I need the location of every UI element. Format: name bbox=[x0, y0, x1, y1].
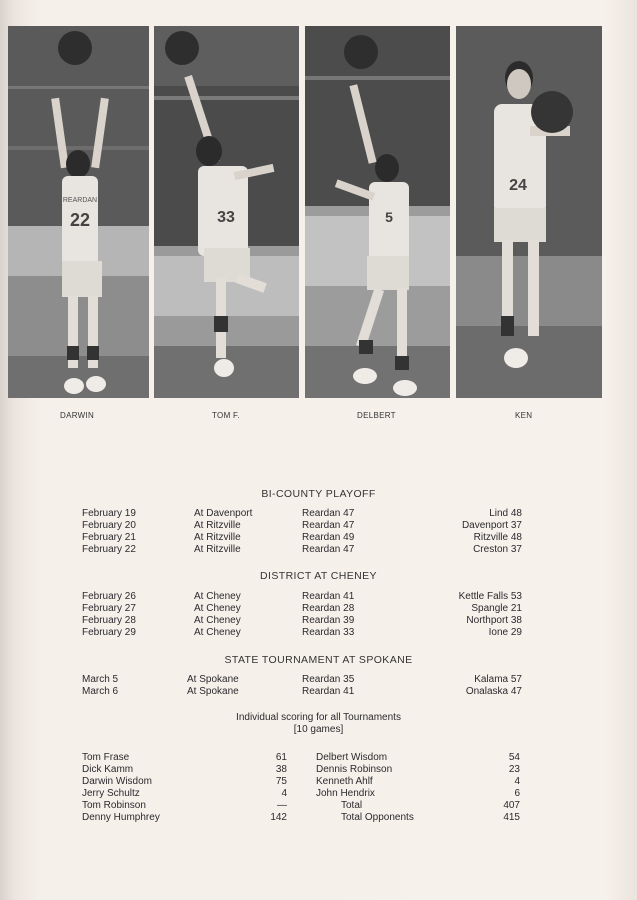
scoring-heading: Individual scoring for all Tournaments bbox=[236, 712, 401, 723]
scoring-row: Jerry Schultz 4 John Hendrix 6 bbox=[82, 788, 520, 799]
player-photo-ken bbox=[456, 26, 602, 398]
jersey-number: 22 bbox=[69, 210, 91, 230]
jersey-text: REARDAN bbox=[62, 197, 98, 204]
player-photo-delbert bbox=[305, 26, 450, 398]
game-row: February 28 At Cheney Reardan 39 Northport 38 bbox=[82, 615, 522, 626]
scoring-row: Darwin Wisdom 75 Kenneth Ahlf 4 bbox=[82, 776, 520, 787]
scoring-row: Tom Frase 61 Delbert Wisdom 54 bbox=[82, 752, 520, 763]
section-title: STATE TOURNAMENT AT SPOKANE bbox=[224, 654, 413, 666]
photo-caption: TOM F. bbox=[212, 411, 240, 420]
photo-caption: DARWIN bbox=[60, 411, 95, 420]
jersey-number: 33 bbox=[217, 209, 235, 226]
game-row: February 27 At Cheney Reardan 28 Spangle 21 bbox=[82, 603, 522, 614]
game-row: February 21 At Ritzville Reardan 49 Ritzville 48 bbox=[82, 532, 522, 543]
jersey-number: 24 bbox=[509, 177, 527, 194]
game-row: March 5 At Spokane Reardan 35 Kalama 57 bbox=[82, 674, 522, 685]
game-row: February 29 At Cheney Reardan 33 Ione 29 bbox=[82, 627, 522, 638]
player-photo-tom-f bbox=[154, 26, 299, 398]
game-row: February 22 At Ritzville Reardan 47 Creston 37 bbox=[82, 544, 522, 555]
scoring-subheading: [10 games] bbox=[293, 724, 344, 735]
game-row: February 20 At Ritzville Reardan 47 Davenport 37 bbox=[82, 520, 522, 531]
scoring-row: Denny Humphrey 142 Total Opponents 415 bbox=[82, 812, 520, 823]
scoring-row: Tom Robinson — Total 407 bbox=[82, 800, 520, 811]
photo-caption: KEN bbox=[515, 411, 533, 420]
scoring-row: Dick Kamm 38 Dennis Robinson 23 bbox=[82, 764, 520, 775]
game-row: February 26 At Cheney Reardan 41 Kettle Falls 53 bbox=[82, 591, 522, 602]
player-photo-darwin bbox=[8, 26, 149, 398]
section-title: BI-COUNTY PLAYOFF bbox=[261, 488, 376, 500]
game-row: March 6 At Spokane Reardan 41 Onalaska 47 bbox=[82, 686, 522, 697]
section-title: DISTRICT AT CHENEY bbox=[260, 570, 377, 582]
jersey-number: 5 bbox=[385, 209, 393, 225]
game-row: February 19 At Davenport Reardan 47 Lind 48 bbox=[82, 508, 522, 519]
photo-caption: DELBERT bbox=[357, 411, 396, 420]
